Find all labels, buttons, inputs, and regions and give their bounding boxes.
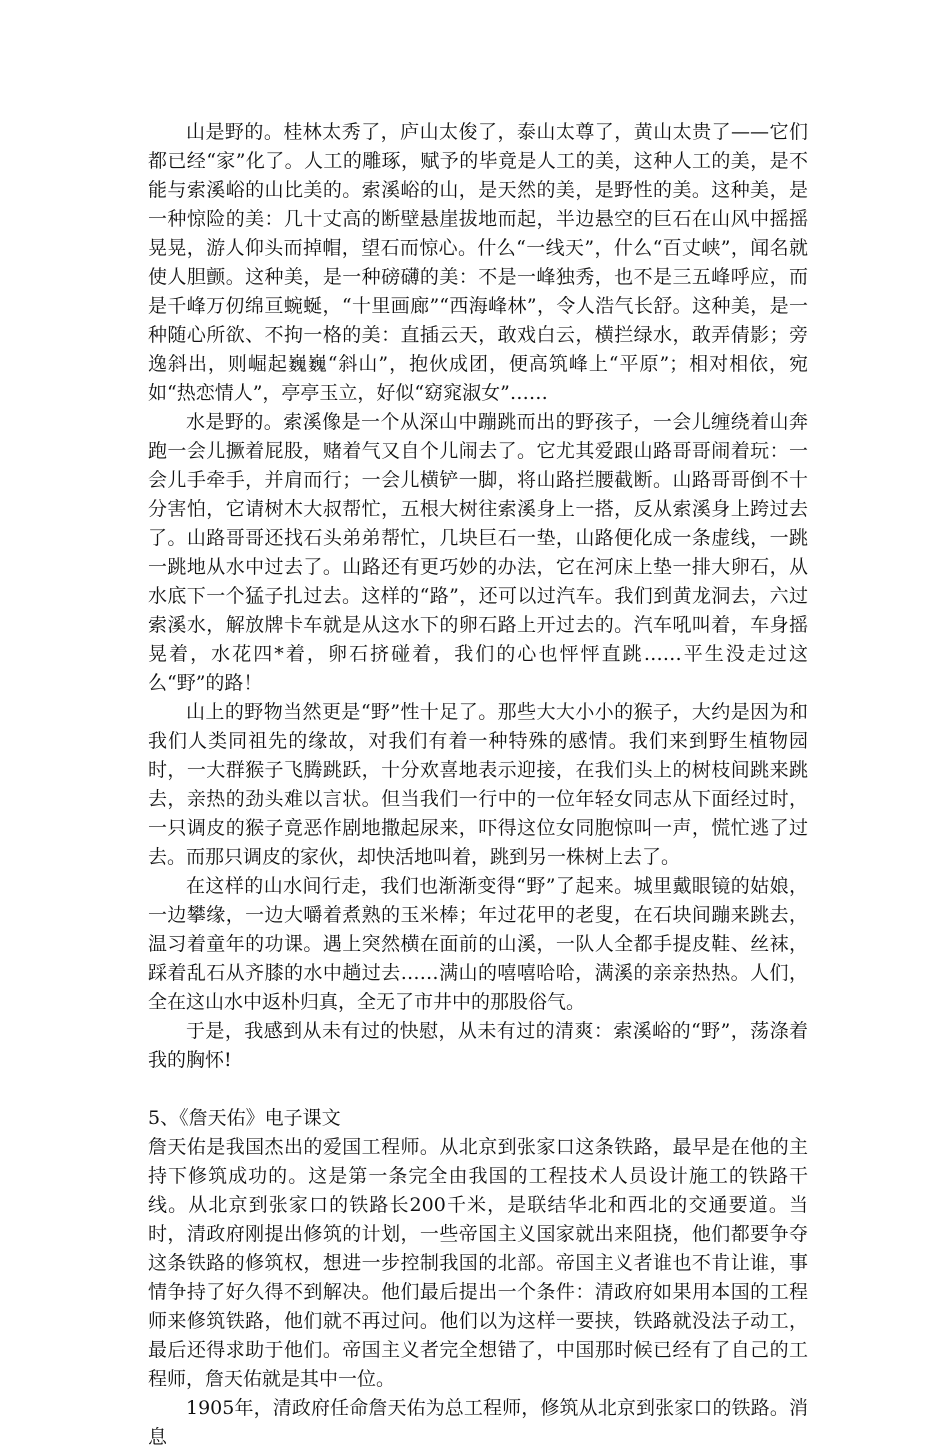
paragraph-mountains: 山是野的。桂林太秀了，庐山太俊了，泰山太尊了，黄山太贵了——它们都已经“家”化了。人工的雕琢，赋予的毕竟是人工的美，这种人工的美，是不能与索溪峪的山比美的。索溪峪的山，是天然的美，是野性的美。这种美，是一种惊险的美：几十丈高的断壁悬崖拔地而起，半边悬空的巨石在山风中摇摇晃晃，游人仰头而掉帽，望石而惊心。什么“一线天”，什么“百丈峡”，闻名就使人胆颤。这种美，是一种磅礴的美：不是一峰独秀，也不是三五峰呼应，而是千峰万仞绵亘蜿蜒，“十里画廊”“西海峰林”，令人浩气长舒。这种美，是一种随心所欲、不拘一格的美：直插云天，敢戏白云，横拦绿水，敢弄倩影；旁逸斜出，则崛起巍巍“斜山”，抱伙成团，便高筑峰上“平原”；相对相依，宛如“热恋情人”，亭亭玉立，好似“窈窕淑女”…… xyxy=(148,121,808,404)
document-page xyxy=(148,118,808,1452)
paragraph-monkeys: 山上的野物当然更是“野”性十足了。那些大大小小的猴子，大约是因为和我们人类同祖先的缘故，对我们有着一种特殊的感情。我们来到野生植物园时，一大群猴子飞腾跳跃，十分欢喜地表示迎接，在我们头上的树枝间跳来跳去，亲热的劲头难以言状。但当我们一行中的一位年轻女同志从下面经过时，一只调皮的猴子竟恶作剧地撒起尿来，吓得这位女同胞惊叫一声，慌忙逃了过去。而那只调皮的家伙，却快活地叫着，跳到另一株树上去了。 xyxy=(148,701,808,868)
section-heading: 5、《詹天佑》电子课文 xyxy=(148,1107,341,1129)
section-last-line: 1905年，清政府任命詹天佑为总工程师，修筑从北京到张家口的铁路。消息 xyxy=(148,1397,808,1448)
paragraph-water: 水是野的。索溪像是一个从深山中蹦跳而出的野孩子，一会儿缠绕着山奔跑一会儿撅着屁股，赌着气又自个儿闹去了。它尤其爱跟山路哥哥闹着玩：一会儿手牵手，并肩而行；一会儿横铲一脚，将山路拦腰截断。山路哥哥倒不十分害怕，它请树木大叔帮忙，五根大树往索溪身上一搭，反从索溪身上跨过去了。山路哥哥还找石头弟弟帮忙，几块巨石一垫，山路便化成一条虚线，一跳一跳地从水中过去了。山路还有更巧妙的办法，它在河床上垫一排大卵石，从水底下一个猛子扎过去。这样的“路”，还可以过汽车。我们到黄龙洞去，六过索溪水，解放牌卡车就是从这水下的卵石路上开过去的。汽车吼叫着，车身摇晃着，水花四*着，卵石挤碰着，我们的心也怦怦直跳……平生没走过这么“野”的路！ xyxy=(148,411,808,694)
blank-line xyxy=(148,1075,808,1104)
paragraph-conclusion: 于是，我感到从未有过的快慰，从未有过的清爽：索溪峪的“野”，荡涤着我的胸怀! xyxy=(148,1020,808,1071)
section-body: 詹天佑是我国杰出的爱国工程师。从北京到张家口这条铁路，最早是在他的主持下修筑成功的。这是第一条完全由我国的工程技术人员设计施工的铁路干线。从北京到张家口的铁路长200千米，是联结华北和西北的交通要道。当时，清政府刚提出修筑的计划，一些帝国主义国家就出来阻挠，他们都要争夺这条铁路的修筑权，想进一步控制我国的北部。帝国主义者谁也不肯让谁，事情争持了好久得不到解决。他们最后提出一个条件：清政府如果用本国的工程师来修筑铁路，他们就不再过问。他们以为这样一要挟，铁路就没法子动工，最后还得求助于他们。帝国主义者完全想错了，中国那时候已经有了自己的工程师，詹天佑就是其中一位。 xyxy=(148,1136,808,1390)
paragraph-people: 在这样的山水间行走，我们也渐渐变得“野”了起来。城里戴眼镜的姑娘，一边攀缘，一边大嚼着煮熟的玉米棒；年过花甲的老叟，在石块间蹦来跳去，温习着童年的功课。遇上突然横在面前的山溪，一队人全都手提皮鞋、丝袜，踩着乱石从齐膝的水中趟过去……满山的嘻嘻哈哈，满溪的亲亲热热。人们，全在这山水中返朴归真，全无了市井中的那股俗气。 xyxy=(148,875,808,1013)
